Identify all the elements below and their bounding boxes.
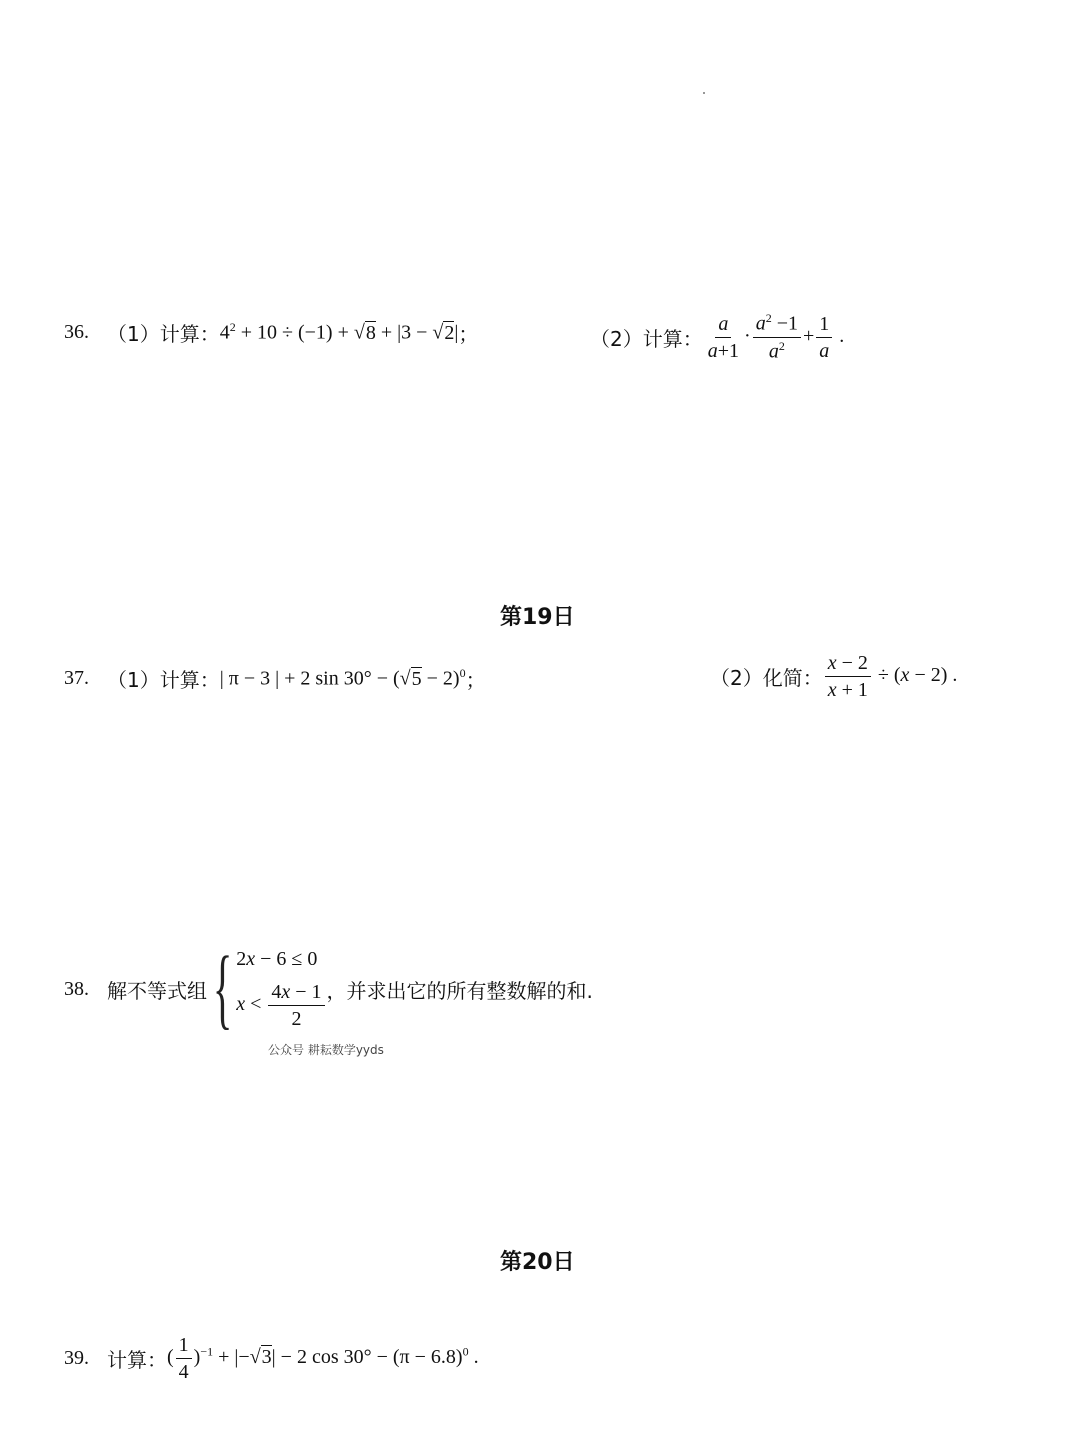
- expr-39: ( $\frac{1}{4}$ )$^{-1}$ + |−√3| − 2 $\cos 30^\circ - (\pi - 6.8)^0$ .: [167, 1334, 479, 1383]
- part2-label: （2）化简：: [710, 666, 823, 690]
- problem-number: 36.: [64, 321, 89, 343]
- expr-37-2: $\frac{x - 2}{x + 1}$ ÷ (x − 2) .: [823, 652, 958, 701]
- expr-36-2: $\frac{a}{a+1}$ · $\frac{a^2 -1}{a^2}$ + $\frac{1}{a}$ .: [707, 311, 845, 363]
- problem-37-part2: [710, 652, 957, 701]
- section-heading-day19: 第19日: [500, 605, 575, 630]
- problem-number: 39.: [64, 1347, 89, 1369]
- part1-label: （1）计算：: [107, 322, 220, 346]
- part1-label: （1）计算：: [107, 668, 220, 692]
- expr-37-1: | π − 3 | + 2 $\sin 30^\circ - (√5 - 2)^0$: [219, 666, 466, 690]
- expr-36-1: $4^2 + 10 \div (-1) + √8 + |3 - √2|$: [219, 320, 459, 344]
- section-heading-day20: 第20日: [500, 1250, 575, 1275]
- problem-37: [64, 664, 486, 693]
- part1-tail: ；: [458, 322, 479, 346]
- p38-prefix: 解不等式组: [107, 978, 207, 1003]
- problem-38: [64, 939, 593, 1038]
- watermark: 公众号 耕耘数学yyds: [268, 1043, 384, 1057]
- p39-label: 计算：: [107, 1348, 167, 1372]
- part2-label: （2）计算：: [590, 326, 703, 351]
- problem-number: 37.: [64, 667, 89, 689]
- problem-36: [64, 318, 478, 347]
- problem-39: [64, 1334, 479, 1383]
- part1-tail: ；: [465, 668, 486, 692]
- scan-speck: [703, 92, 705, 94]
- problem-36-part2: [590, 312, 844, 362]
- system-brace: {: [212, 939, 233, 1038]
- inequality-system: 2x − 6 ≤ 0 x < $\frac{4x - 1}{2}$: [236, 948, 326, 1030]
- problem-number: 38.: [64, 977, 89, 1000]
- p38-suffix: ，并求出它的所有整数解的和.: [326, 978, 593, 1003]
